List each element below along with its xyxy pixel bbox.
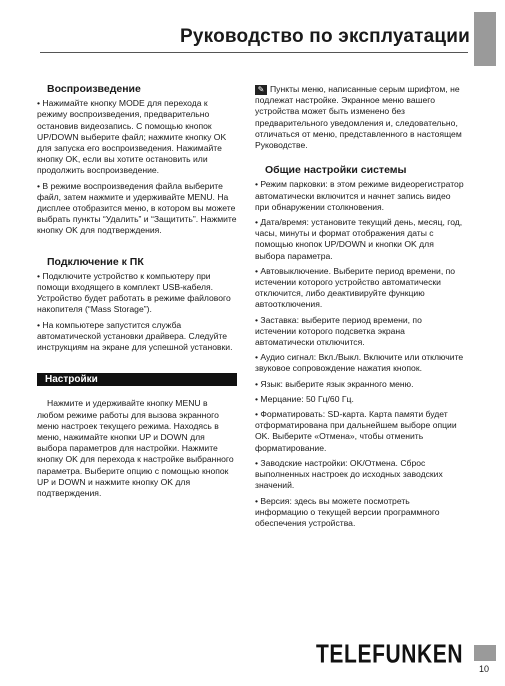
- parking-item: • Режим парковки: в этом режиме видеорегистратор автоматически включится и начнет запись видео при обнаружении столкновения.: [255, 179, 464, 212]
- pc-heading: Подключение к ПК: [47, 255, 144, 268]
- page-number: 10: [479, 664, 490, 674]
- note-icon: ✎: [255, 85, 267, 95]
- datetime-item: • Дата/время: установите текущий день, месяц, год, часы, минуты и формат отображения даты с помощью кнопок UP/DOWN и кнопки OK для выбора параметра.: [255, 217, 463, 261]
- format-item: • Форматировать: SD-карта. Карта памяти будет отформатирована при дальнейшем выборе опции OK. Выберите «Отмена», чтобы отменить форматирование.: [255, 409, 457, 453]
- playback-paragraph-1: • Нажимайте кнопку MODE для перехода к режиму воспроизведения, предварительно остановив видеозапись. С помощью кнопок UP/DOWN выберите файл; нажмите кнопку OK для запуска его воспроизведения. Нажимайте кнопку OK, если вы хотите остановить или продолжить воспроизведение.: [37, 98, 227, 176]
- screensaver-item: • Заставка: выберите период времени, по истечении которого подсветка экрана автоматически отключится.: [255, 314, 422, 348]
- language-item: • Язык: выберите язык экранного меню.: [255, 378, 414, 389]
- version-item: • Версия: здесь вы можете посмотреть информацию о текущей версии программного обеспечения устройства.: [255, 495, 440, 528]
- playback-heading: Воспроизведение: [47, 83, 141, 95]
- page-tab-marker: [474, 645, 496, 661]
- pc-paragraph-2: • На компьютере запустится служба автоматической установки драйвера. Следуйте инструкциям на экране для успешной установки.: [37, 319, 233, 353]
- autooff-item: • Автовыключение. Выберите период времени, по истечении которого устройство автоматически отключится, либо деактивируйте функцию автоотключения.: [255, 265, 456, 310]
- settings-heading: Настройки: [37, 373, 237, 386]
- right-column: [255, 84, 465, 533]
- system-settings-heading: Общие настройки системы: [265, 164, 407, 177]
- note-text: Пункты меню, написанные серым шрифтом, не подлежат настройке. Экранное меню вашего устройства может быть изменено без предварительного уведомления и, следовательно, отличаться от меню, представленного в настоящем Руководстве.: [255, 84, 462, 151]
- flicker-item: • Мерцание: 50 Гц/60 Гц.: [255, 393, 354, 404]
- playback-paragraph-2: • В режиме воспроизведения файла выберите файл, затем нажмите и удерживайте MENU. На дисплее отобразится меню, в котором вы можете выбрать пункты “Удалить” и “Защитить”. Нажмите кнопку OK для подтверждения.: [37, 180, 237, 236]
- page-title: Руководство по эксплуатации: [180, 26, 471, 47]
- brand-logo: TELEFUNKEN: [316, 640, 464, 669]
- header-divider: [40, 52, 468, 53]
- pc-paragraph-1: • Подключите устройство к компьютеру при помощи входящего в комплект USB-кабеля. Устройство будет работать в режиме файлового накопителя (“Mass Storage”).: [37, 270, 231, 315]
- left-column: [37, 84, 237, 503]
- note-paragraph: [255, 84, 465, 151]
- audio-item: • Аудио сигнал: Вкл./Выкл. Включите или отключите звуковое сопровождение нажатия кнопок.: [255, 352, 464, 374]
- settings-paragraph: Нажмите и удерживайте кнопку MENU в любом режиме работы для вызова экранного меню настроек текущего режима. Находясь в меню, нажимайте кнопки UP и DOWN для выбора параметров для настройки. Нажмите кнопку OK для перехода к настройке выбранного параметра. Выберите опцию с помощью кнопок UP и DOWN и нажмите кнопку OK для подтверждения.: [37, 398, 234, 499]
- header-tab-marker: [474, 12, 496, 66]
- factory-item: • Заводские настройки: OK/Отмена. Сброс выполненных настроек до исходных заводских значений.: [255, 457, 443, 491]
